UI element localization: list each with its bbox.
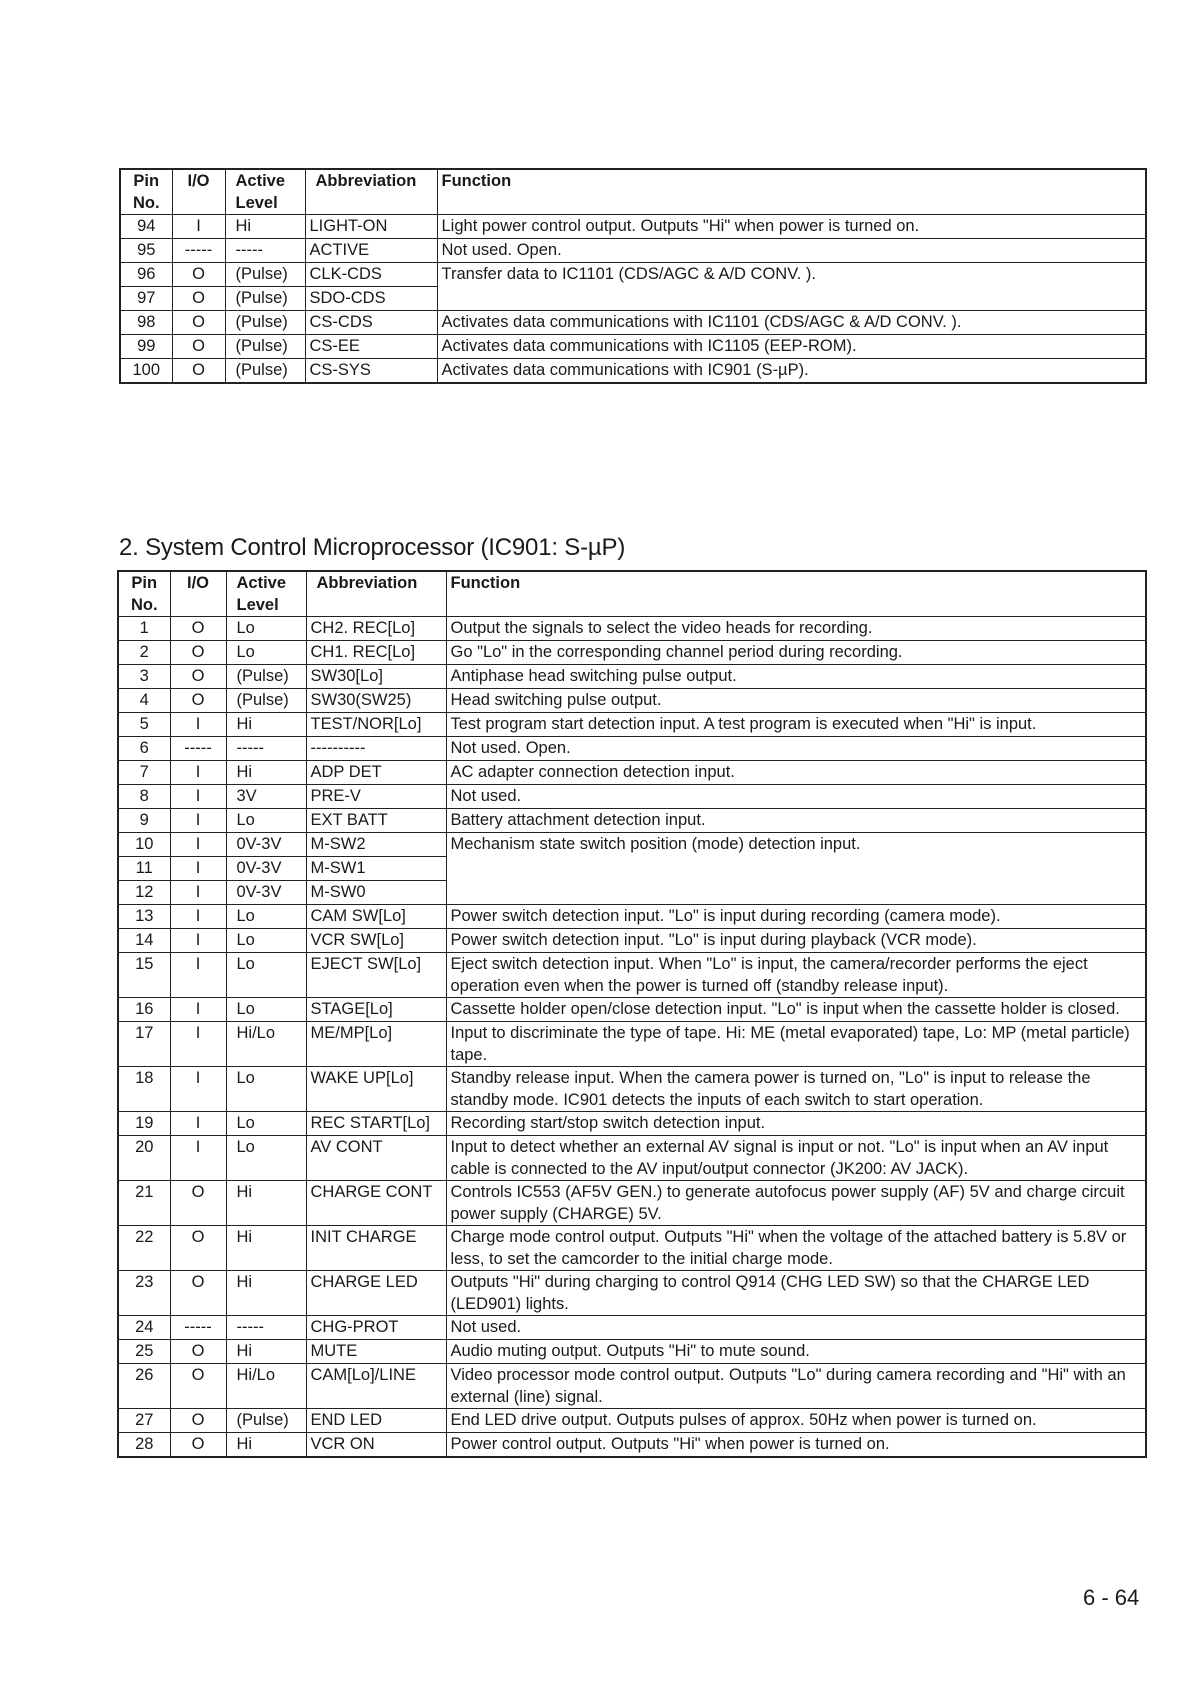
io-type: I bbox=[170, 809, 226, 833]
abbreviation: SW30(SW25) bbox=[306, 689, 446, 713]
table-row bbox=[118, 1067, 1146, 1112]
function: Not used. Open. bbox=[437, 239, 1146, 263]
abbreviation: ---------- bbox=[306, 737, 446, 761]
abbreviation: SDO-CDS bbox=[305, 287, 437, 311]
function: Battery attachment detection input. bbox=[446, 809, 1146, 833]
function: Power switch detection input. "Lo" is input during recording (camera mode). bbox=[446, 905, 1146, 929]
pin-number: 18 bbox=[118, 1067, 170, 1112]
table-1-body bbox=[120, 215, 1146, 384]
io-type: I bbox=[170, 881, 226, 905]
abbreviation: CS-CDS bbox=[305, 311, 437, 335]
abbreviation: END LED bbox=[306, 1409, 446, 1433]
function: Not used. Open. bbox=[446, 737, 1146, 761]
active-level: Hi bbox=[225, 215, 305, 239]
table-row bbox=[118, 1112, 1146, 1136]
pin-number: 2 bbox=[118, 641, 170, 665]
header-pin-no: Pin No. bbox=[120, 169, 172, 215]
function: Go "Lo" in the corresponding channel period during recording. bbox=[446, 641, 1146, 665]
active-level: 0V-3V bbox=[226, 857, 306, 881]
active-level: Lo bbox=[226, 998, 306, 1022]
table-row bbox=[120, 335, 1146, 359]
abbreviation: VCR SW[Lo] bbox=[306, 929, 446, 953]
table-row bbox=[120, 263, 1146, 287]
pin-number: 11 bbox=[118, 857, 170, 881]
pin-number: 13 bbox=[118, 905, 170, 929]
io-type: O bbox=[170, 641, 226, 665]
active-level: Lo bbox=[226, 641, 306, 665]
io-type: I bbox=[170, 1136, 226, 1181]
function: Activates data communications with IC1101 (CDS/AGC & A/D CONV. ). bbox=[437, 311, 1146, 335]
pin-number: 4 bbox=[118, 689, 170, 713]
io-type: O bbox=[172, 287, 225, 311]
pin-number: 96 bbox=[120, 263, 172, 287]
table-row bbox=[120, 359, 1146, 384]
io-type: O bbox=[170, 1409, 226, 1433]
abbreviation: EXT BATT bbox=[306, 809, 446, 833]
table-row bbox=[118, 1181, 1146, 1226]
io-type: O bbox=[172, 311, 225, 335]
io-type: O bbox=[170, 1271, 226, 1316]
io-type: I bbox=[170, 905, 226, 929]
abbreviation: STAGE[Lo] bbox=[306, 998, 446, 1022]
pin-number: 99 bbox=[120, 335, 172, 359]
function: Input to detect whether an external AV signal is input or not. "Lo" is input when an AV input cable is connected to the AV input/output connector (JK200: AV JACK). bbox=[446, 1136, 1146, 1181]
active-level: 0V-3V bbox=[226, 833, 306, 857]
function: Activates data communications with IC901 (S-µP). bbox=[437, 359, 1146, 384]
abbreviation: M-SW0 bbox=[306, 881, 446, 905]
io-type: O bbox=[170, 1433, 226, 1458]
table-row bbox=[118, 689, 1146, 713]
system-control-pin-table bbox=[117, 570, 1147, 1458]
abbreviation: CH2. REC[Lo] bbox=[306, 617, 446, 641]
table-row bbox=[118, 1409, 1146, 1433]
abbreviation: CS-SYS bbox=[305, 359, 437, 384]
abbreviation: MUTE bbox=[306, 1340, 446, 1364]
io-type: O bbox=[172, 335, 225, 359]
io-type: I bbox=[170, 785, 226, 809]
function: Not used. bbox=[446, 1316, 1146, 1340]
abbreviation: CH1. REC[Lo] bbox=[306, 641, 446, 665]
active-level: Hi bbox=[226, 1271, 306, 1316]
active-level: Lo bbox=[226, 953, 306, 998]
function: Transfer data to IC1101 (CDS/AGC & A/D CONV. ). bbox=[437, 263, 1146, 311]
pin-number: 3 bbox=[118, 665, 170, 689]
io-type: O bbox=[170, 1226, 226, 1271]
function: Standby release input. When the camera power is turned on, "Lo" is input to release the standby mode. IC901 detects the inputs of each switch to start operation. bbox=[446, 1067, 1146, 1112]
pin-number: 100 bbox=[120, 359, 172, 384]
active-level: Lo bbox=[226, 905, 306, 929]
function: Eject switch detection input. When "Lo" is input, the camera/recorder performs the eject operation even when the power is turned off (standby release input). bbox=[446, 953, 1146, 998]
pin-number: 20 bbox=[118, 1136, 170, 1181]
pin-number: 95 bbox=[120, 239, 172, 263]
io-type: O bbox=[170, 689, 226, 713]
io-type: I bbox=[170, 833, 226, 857]
header-active-level: Active Level bbox=[226, 571, 306, 617]
function: Outputs "Hi" during charging to control Q914 (CHG LED SW) so that the CHARGE LED (LED901) lights. bbox=[446, 1271, 1146, 1316]
table-header-row bbox=[118, 571, 1146, 617]
table-row bbox=[118, 1226, 1146, 1271]
table-2-body bbox=[118, 617, 1146, 1458]
table-row bbox=[120, 215, 1146, 239]
abbreviation: SW30[Lo] bbox=[306, 665, 446, 689]
io-type: O bbox=[170, 617, 226, 641]
io-type: I bbox=[170, 953, 226, 998]
active-level: Lo bbox=[226, 809, 306, 833]
header-abbreviation: Abbreviation bbox=[305, 169, 437, 215]
function: Video processor mode control output. Outputs "Lo" during camera recording and "Hi" with an external (line) signal. bbox=[446, 1364, 1146, 1409]
table-row bbox=[118, 1364, 1146, 1409]
abbreviation: M-SW2 bbox=[306, 833, 446, 857]
pin-number: 8 bbox=[118, 785, 170, 809]
function: AC adapter connection detection input. bbox=[446, 761, 1146, 785]
abbreviation: INIT CHARGE bbox=[306, 1226, 446, 1271]
function: Head switching pulse output. bbox=[446, 689, 1146, 713]
function: Not used. bbox=[446, 785, 1146, 809]
section-title: 2. System Control Microprocessor (IC901: S-µP) bbox=[119, 534, 626, 561]
active-level: Hi bbox=[226, 761, 306, 785]
active-level: ----- bbox=[226, 1316, 306, 1340]
active-level: Hi/Lo bbox=[226, 1364, 306, 1409]
active-level: ----- bbox=[225, 239, 305, 263]
function: Light power control output. Outputs "Hi" when power is turned on. bbox=[437, 215, 1146, 239]
table-row bbox=[118, 713, 1146, 737]
pin-number: 12 bbox=[118, 881, 170, 905]
abbreviation: LIGHT-ON bbox=[305, 215, 437, 239]
pin-number: 7 bbox=[118, 761, 170, 785]
function: End LED drive output. Outputs pulses of approx. 50Hz when power is turned on. bbox=[446, 1409, 1146, 1433]
table-row bbox=[118, 833, 1146, 857]
active-level: 0V-3V bbox=[226, 881, 306, 905]
table-row bbox=[118, 1316, 1146, 1340]
pin-number: 19 bbox=[118, 1112, 170, 1136]
function: Controls IC553 (AF5V GEN.) to generate autofocus power supply (AF) 5V and charge circuit power supply (CHARGE) 5V. bbox=[446, 1181, 1146, 1226]
abbreviation: EJECT SW[Lo] bbox=[306, 953, 446, 998]
pin-number: 21 bbox=[118, 1181, 170, 1226]
active-level: Hi bbox=[226, 1340, 306, 1364]
active-level: (Pulse) bbox=[225, 287, 305, 311]
pin-number: 16 bbox=[118, 998, 170, 1022]
active-level: 3V bbox=[226, 785, 306, 809]
function: Output the signals to select the video heads for recording. bbox=[446, 617, 1146, 641]
function: Power control output. Outputs "Hi" when power is turned on. bbox=[446, 1433, 1146, 1458]
function: Mechanism state switch position (mode) detection input. bbox=[446, 833, 1146, 905]
function: Test program start detection input. A test program is executed when "Hi" is input. bbox=[446, 713, 1146, 737]
pin-number: 5 bbox=[118, 713, 170, 737]
io-type: I bbox=[170, 998, 226, 1022]
io-type: O bbox=[170, 1181, 226, 1226]
io-type: O bbox=[170, 665, 226, 689]
active-level: Lo bbox=[226, 1067, 306, 1112]
active-level: Lo bbox=[226, 1112, 306, 1136]
table-row bbox=[120, 239, 1146, 263]
io-type: O bbox=[170, 1364, 226, 1409]
table-row bbox=[118, 737, 1146, 761]
io-type: I bbox=[170, 929, 226, 953]
table-row bbox=[118, 1340, 1146, 1364]
header-pin-no: Pin No. bbox=[118, 571, 170, 617]
active-level: Hi/Lo bbox=[226, 1022, 306, 1067]
active-level: (Pulse) bbox=[225, 359, 305, 384]
abbreviation: CAM SW[Lo] bbox=[306, 905, 446, 929]
active-level: Hi bbox=[226, 713, 306, 737]
function: Power switch detection input. "Lo" is input during playback (VCR mode). bbox=[446, 929, 1146, 953]
abbreviation: CS-EE bbox=[305, 335, 437, 359]
active-level: Lo bbox=[226, 929, 306, 953]
table-header-row bbox=[120, 169, 1146, 215]
pin-number: 28 bbox=[118, 1433, 170, 1458]
header-io: I/O bbox=[172, 169, 225, 215]
active-level: (Pulse) bbox=[225, 311, 305, 335]
abbreviation: CHG-PROT bbox=[306, 1316, 446, 1340]
io-type: O bbox=[172, 359, 225, 384]
function: Recording start/stop switch detection input. bbox=[446, 1112, 1146, 1136]
pin-number: 24 bbox=[118, 1316, 170, 1340]
header-io: I/O bbox=[170, 571, 226, 617]
header-abbreviation: Abbreviation bbox=[306, 571, 446, 617]
abbreviation: ACTIVE bbox=[305, 239, 437, 263]
active-level: (Pulse) bbox=[225, 335, 305, 359]
active-level: (Pulse) bbox=[226, 689, 306, 713]
function: Antiphase head switching pulse output. bbox=[446, 665, 1146, 689]
active-level: (Pulse) bbox=[226, 1409, 306, 1433]
header-function: Function bbox=[437, 169, 1146, 215]
pin-number: 17 bbox=[118, 1022, 170, 1067]
table-row bbox=[118, 641, 1146, 665]
table-row bbox=[118, 1136, 1146, 1181]
table-row bbox=[118, 617, 1146, 641]
table-row bbox=[118, 665, 1146, 689]
active-level: (Pulse) bbox=[226, 665, 306, 689]
pin-number: 23 bbox=[118, 1271, 170, 1316]
abbreviation: VCR ON bbox=[306, 1433, 446, 1458]
table-row bbox=[120, 311, 1146, 335]
function: Activates data communications with IC1105 (EEP-ROM). bbox=[437, 335, 1146, 359]
active-level: Lo bbox=[226, 1136, 306, 1181]
pin-number: 98 bbox=[120, 311, 172, 335]
table-row bbox=[118, 1022, 1146, 1067]
header-active-level: Active Level bbox=[225, 169, 305, 215]
pin-number: 9 bbox=[118, 809, 170, 833]
pin-number: 22 bbox=[118, 1226, 170, 1271]
pin-number: 97 bbox=[120, 287, 172, 311]
abbreviation: REC START[Lo] bbox=[306, 1112, 446, 1136]
abbreviation: AV CONT bbox=[306, 1136, 446, 1181]
active-level: Hi bbox=[226, 1181, 306, 1226]
table-row bbox=[118, 785, 1146, 809]
pin-number: 25 bbox=[118, 1340, 170, 1364]
abbreviation: CLK-CDS bbox=[305, 263, 437, 287]
function: Audio muting output. Outputs "Hi" to mute sound. bbox=[446, 1340, 1146, 1364]
active-level: Hi bbox=[226, 1226, 306, 1271]
table-row bbox=[118, 1433, 1146, 1458]
abbreviation: ME/MP[Lo] bbox=[306, 1022, 446, 1067]
table-row bbox=[118, 761, 1146, 785]
pin-number: 26 bbox=[118, 1364, 170, 1409]
table-row bbox=[118, 929, 1146, 953]
table-row bbox=[118, 1271, 1146, 1316]
abbreviation: CAM[Lo]/LINE bbox=[306, 1364, 446, 1409]
abbreviation: ADP DET bbox=[306, 761, 446, 785]
table-row bbox=[118, 998, 1146, 1022]
io-type: I bbox=[170, 713, 226, 737]
active-level: ----- bbox=[226, 737, 306, 761]
table-row bbox=[118, 953, 1146, 998]
abbreviation: TEST/NOR[Lo] bbox=[306, 713, 446, 737]
io-type: I bbox=[170, 1112, 226, 1136]
io-type: ----- bbox=[170, 1316, 226, 1340]
pin-number: 1 bbox=[118, 617, 170, 641]
io-type: I bbox=[170, 1022, 226, 1067]
abbreviation: WAKE UP[Lo] bbox=[306, 1067, 446, 1112]
io-type: I bbox=[170, 1067, 226, 1112]
io-type: I bbox=[170, 761, 226, 785]
io-type: O bbox=[172, 263, 225, 287]
pin-number: 94 bbox=[120, 215, 172, 239]
pin-number: 27 bbox=[118, 1409, 170, 1433]
io-type: O bbox=[170, 1340, 226, 1364]
io-type: ----- bbox=[170, 737, 226, 761]
function: Charge mode control output. Outputs "Hi" when the voltage of the attached battery is 5.8V or less, to set the camcorder to the initial charge mode. bbox=[446, 1226, 1146, 1271]
abbreviation: PRE-V bbox=[306, 785, 446, 809]
io-type: I bbox=[170, 857, 226, 881]
pin-number: 6 bbox=[118, 737, 170, 761]
abbreviation: CHARGE LED bbox=[306, 1271, 446, 1316]
pin-number: 15 bbox=[118, 953, 170, 998]
pin-number: 10 bbox=[118, 833, 170, 857]
pin-number: 14 bbox=[118, 929, 170, 953]
io-type: I bbox=[172, 215, 225, 239]
pin-table-continued bbox=[119, 168, 1147, 384]
active-level: Lo bbox=[226, 617, 306, 641]
table-row bbox=[118, 905, 1146, 929]
table-row bbox=[118, 809, 1146, 833]
function: Input to discriminate the type of tape. Hi: ME (metal evaporated) tape, Lo: MP (metal particle) tape. bbox=[446, 1022, 1146, 1067]
function: Cassette holder open/close detection input. "Lo" is input when the cassette holder is closed. bbox=[446, 998, 1146, 1022]
abbreviation: M-SW1 bbox=[306, 857, 446, 881]
active-level: (Pulse) bbox=[225, 263, 305, 287]
active-level: Hi bbox=[226, 1433, 306, 1458]
page-number: 6 - 64 bbox=[1083, 1585, 1140, 1610]
io-type: ----- bbox=[172, 239, 225, 263]
header-function: Function bbox=[446, 571, 1146, 617]
abbreviation: CHARGE CONT bbox=[306, 1181, 446, 1226]
